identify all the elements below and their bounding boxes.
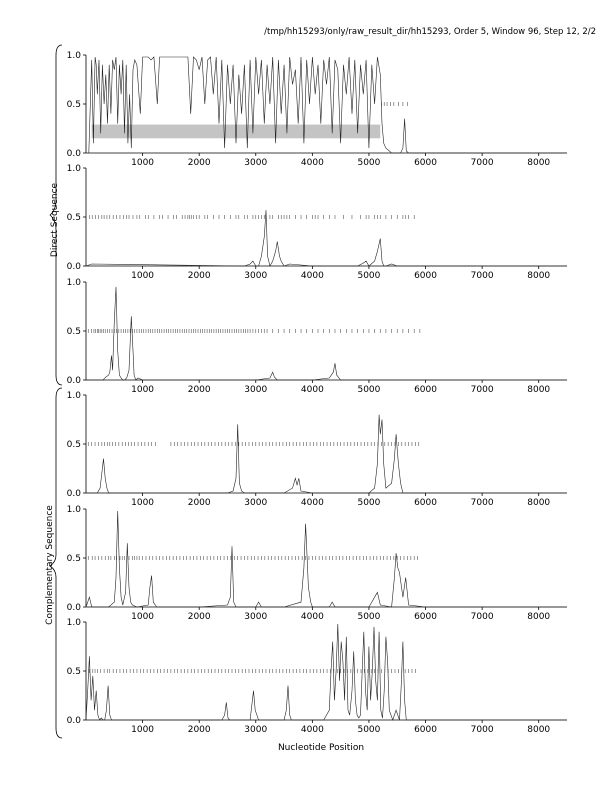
panel3-y-tick-label: 0.5	[66, 327, 81, 337]
panel3-x-tick-label: 1000	[131, 385, 155, 395]
panel5-y-tick-label: 0.5	[66, 554, 81, 564]
panel4-x-tick-label: 3000	[244, 498, 268, 508]
panel6-y-tick-label: 0.5	[66, 667, 81, 677]
panel5-y-tick-label: 0.0	[66, 603, 81, 613]
panel1-x-tick-label: 1000	[131, 158, 155, 168]
panel3-x-tick-label: 3000	[244, 385, 268, 395]
panel1-series-line	[89, 57, 567, 153]
panel3-x-tick-label: 6000	[414, 385, 437, 395]
panel5-x-tick-label: 3000	[244, 612, 268, 622]
panel2-y-tick-label: 0.5	[66, 213, 81, 223]
panel1-x-tick-label: 4000	[300, 158, 324, 168]
panel4-x-tick-label: 1000	[131, 498, 155, 508]
panel6-series-line	[86, 624, 567, 720]
panel1-x-tick-label: 8000	[527, 158, 551, 168]
panel2-x-tick-label: 2000	[187, 271, 211, 281]
panel1-x-tick-label: 5000	[357, 158, 381, 168]
group-label-direct: Direct Sequence	[50, 182, 60, 258]
panel3-x-tick-label: 5000	[357, 385, 381, 395]
panel5-x-tick-label: 8000	[527, 612, 551, 622]
panel4-y-tick-label: 1.0	[66, 391, 81, 401]
panel5-x-tick-label: 2000	[187, 612, 211, 622]
panel6-x-tick-label: 8000	[527, 725, 551, 735]
header-text: /tmp/hh15293/only/raw_result_dir/hh15293, Order 5, Window 96, Step 12, 2/2	[264, 27, 596, 37]
panel5-series-line	[86, 511, 567, 607]
group-label-complementary: Complementary Sequence	[45, 505, 55, 625]
panel4-x-tick-label: 7000	[470, 498, 494, 508]
panel4-x-tick-label: 2000	[187, 498, 211, 508]
x-axis-label: Nucleotide Position	[277, 743, 365, 753]
panel1-x-tick-label: 7000	[470, 158, 494, 168]
panel2-x-tick-label: 5000	[357, 271, 381, 281]
panel1-x-tick-label: 2000	[187, 158, 211, 168]
panel1-y-tick-label: 0.0	[66, 149, 81, 159]
panel4-x-tick-label: 5000	[357, 498, 381, 508]
panel6-x-tick-label: 2000	[187, 725, 211, 735]
panel6-x-tick-label: 5000	[357, 725, 381, 735]
panel4-x-tick-label: 6000	[414, 498, 437, 508]
panel3-series-line	[86, 287, 567, 380]
panel6-y-tick-label: 1.0	[66, 618, 81, 628]
panel6-x-tick-label: 3000	[244, 725, 268, 735]
panel5-x-tick-label: 4000	[300, 612, 324, 622]
panel4-series-line	[86, 415, 567, 493]
panel2-x-tick-label: 8000	[527, 271, 551, 281]
panel2-x-tick-label: 1000	[131, 271, 155, 281]
panel5-x-tick-label: 5000	[357, 612, 381, 622]
panel3-y-tick-label: 1.0	[66, 278, 81, 288]
panel3-x-tick-label: 4000	[300, 385, 324, 395]
panel5-x-tick-label: 6000	[414, 612, 437, 622]
panel3-x-tick-label: 7000	[470, 385, 494, 395]
panel3-x-tick-label: 2000	[187, 385, 211, 395]
panel1-x-tick-label: 3000	[244, 158, 268, 168]
panel2-x-tick-label: 3000	[244, 271, 268, 281]
panel4-y-tick-label: 0.5	[66, 440, 81, 450]
panel3-x-tick-label: 8000	[527, 385, 551, 395]
panel2-x-tick-label: 7000	[470, 271, 494, 281]
panel1-y-tick-label: 1.0	[66, 51, 81, 61]
panel4-y-tick-label: 0.0	[66, 489, 81, 499]
panel5-x-tick-label: 7000	[470, 612, 494, 622]
panel5-x-tick-label: 1000	[131, 612, 155, 622]
panel2-x-tick-label: 4000	[300, 271, 324, 281]
panel6-x-tick-label: 7000	[470, 725, 494, 735]
panel1-x-tick-label: 6000	[414, 158, 437, 168]
panel6-x-tick-label: 6000	[414, 725, 437, 735]
panel2-x-tick-label: 6000	[414, 271, 437, 281]
panel6-y-tick-label: 0.0	[66, 716, 81, 726]
panel6-x-tick-label: 1000	[131, 725, 155, 735]
panel5-y-tick-label: 1.0	[66, 505, 81, 515]
panel2-y-tick-label: 1.0	[66, 164, 81, 174]
panel2-y-tick-label: 0.0	[66, 262, 81, 272]
panel1-y-tick-label: 0.5	[66, 100, 81, 110]
panel3-y-tick-label: 0.0	[66, 376, 81, 386]
panel4-x-tick-label: 4000	[300, 498, 324, 508]
panel2-series-line	[86, 210, 567, 266]
panel4-x-tick-label: 8000	[527, 498, 551, 508]
panel6-x-tick-label: 4000	[300, 725, 324, 735]
